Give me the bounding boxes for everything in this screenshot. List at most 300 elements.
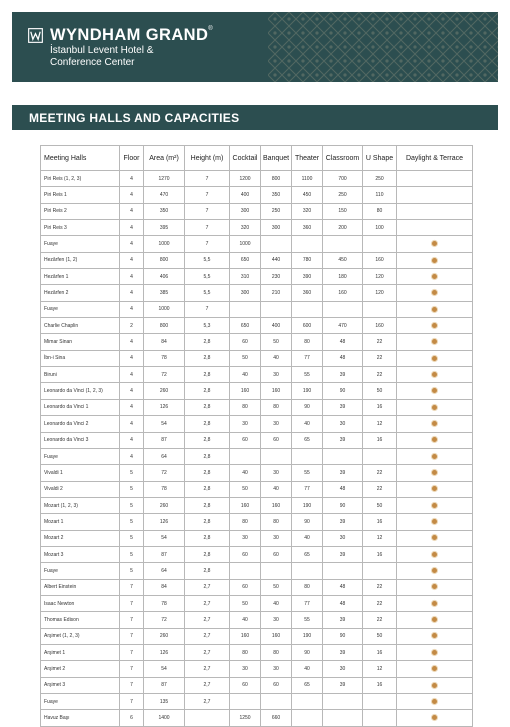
table-cell-cocktail: 30 [230,416,261,432]
table-cell-banquet [261,448,292,464]
table-cell-classroom: 180 [323,269,363,285]
sun-icon [432,339,437,344]
table-cell-floor: 5 [120,465,144,481]
daylight-cell [397,367,473,383]
table-cell-theater: 80 [292,579,323,595]
brand-name: WYNDHAM GRAND® [50,26,214,44]
table-cell-floor: 4 [120,350,144,366]
hall-name-cell: Mimar Sinan [41,334,120,350]
table-cell-banquet: 210 [261,285,292,301]
table-row [41,694,473,710]
table-cell-cocktail: 160 [230,628,261,644]
table-cell-theater: 80 [292,334,323,350]
table-cell-banquet: 40 [261,350,292,366]
table-cell-ushape: 22 [363,465,397,481]
table-cell-area: 72 [144,367,185,383]
table-cell-floor: 7 [120,612,144,628]
column-header: Theater [292,146,323,171]
table-row [41,367,473,383]
table-cell-theater: 190 [292,497,323,513]
sun-icon [432,601,437,606]
table-cell-classroom [323,448,363,464]
table-cell-height: 2,8 [185,350,230,366]
table-cell-cocktail: 160 [230,383,261,399]
table-cell-floor: 4 [120,203,144,219]
table-cell-area: 72 [144,465,185,481]
table-cell-ushape: 160 [363,252,397,268]
table-cell-ushape [363,563,397,579]
table-cell-theater [292,563,323,579]
table-cell-ushape: 50 [363,497,397,513]
table-cell-banquet: 800 [261,171,292,187]
hall-name-cell: Arşimet (1, 2, 3) [41,628,120,644]
table-cell-area: 1270 [144,171,185,187]
table-cell-ushape: 22 [363,612,397,628]
decorative-pattern [268,12,498,82]
hotel-name-line1: İstanbul Levent Hotel & [50,45,154,56]
table-cell-area: 78 [144,481,185,497]
hall-name-cell: Havuz Başı [41,710,120,726]
table-row [41,269,473,285]
table-cell-floor: 4 [120,252,144,268]
table-cell-theater: 65 [292,546,323,562]
table-cell-ushape: 16 [363,644,397,660]
table-cell-ushape: 22 [363,367,397,383]
table-cell-area: 406 [144,269,185,285]
table-cell-ushape: 16 [363,432,397,448]
table-cell-banquet: 50 [261,334,292,350]
table-cell-area: 54 [144,416,185,432]
sun-icon [432,290,437,295]
sun-icon [432,699,437,704]
daylight-cell [397,416,473,432]
table-cell-area: 260 [144,628,185,644]
table-cell-banquet [261,301,292,317]
table-cell-theater: 77 [292,350,323,366]
table-cell-banquet: 60 [261,677,292,693]
sun-icon [432,650,437,655]
table-cell-height: 7 [185,203,230,219]
table-cell-banquet: 50 [261,579,292,595]
table-cell-banquet: 160 [261,497,292,513]
table-cell-floor: 7 [120,661,144,677]
table-row [41,644,473,660]
table-cell-ushape: 16 [363,677,397,693]
table-cell-classroom: 39 [323,432,363,448]
table-cell-floor: 4 [120,236,144,252]
table-cell-classroom: 48 [323,481,363,497]
hall-name-cell: Mozart (1, 2, 3) [41,497,120,513]
table-cell-banquet: 160 [261,628,292,644]
table-cell-banquet: 40 [261,595,292,611]
daylight-cell [397,677,473,693]
daylight-cell [397,448,473,464]
table-cell-theater [292,710,323,726]
table-cell-cocktail: 50 [230,595,261,611]
table-cell-classroom: 30 [323,416,363,432]
hall-name-cell: İbn-i Sina [41,350,120,366]
daylight-cell [397,285,473,301]
table-cell-floor: 6 [120,710,144,726]
table-cell-area: 72 [144,612,185,628]
table-row [41,448,473,464]
table-cell-floor: 4 [120,367,144,383]
sun-icon [432,568,437,573]
table-cell-theater: 360 [292,220,323,236]
table-cell-height: 7 [185,187,230,203]
sun-icon [432,519,437,524]
table-row [41,546,473,562]
table-row [41,399,473,415]
daylight-cell [397,350,473,366]
daylight-cell [397,187,473,203]
table-cell-banquet: 400 [261,318,292,334]
table-cell-theater: 40 [292,530,323,546]
table-row [41,628,473,644]
sun-icon [432,421,437,426]
daylight-cell [397,644,473,660]
table-cell-classroom: 160 [323,285,363,301]
table-cell-theater: 40 [292,661,323,677]
section-header [12,105,498,130]
hall-name-cell: Mozart 2 [41,530,120,546]
table-cell-classroom: 200 [323,220,363,236]
sun-icon [432,454,437,459]
table-cell-ushape: 22 [363,334,397,350]
hall-name-cell: Hezârfen (1, 2) [41,252,120,268]
table-cell-floor: 7 [120,677,144,693]
table-cell-classroom: 90 [323,383,363,399]
table-cell-height: 2,8 [185,530,230,546]
table-cell-floor: 5 [120,530,144,546]
column-header: Meeting Halls [41,146,120,171]
table-cell-area: 126 [144,644,185,660]
table-cell-height: 2,8 [185,514,230,530]
table-cell-classroom: 250 [323,187,363,203]
hall-name-cell: Albert Einstein [41,579,120,595]
daylight-cell [397,432,473,448]
table-cell-banquet: 250 [261,203,292,219]
table-cell-ushape: 110 [363,187,397,203]
meeting-halls-table [40,145,473,727]
table-cell-theater: 90 [292,514,323,530]
table-cell-ushape: 12 [363,416,397,432]
table-cell-floor: 7 [120,628,144,644]
table-cell-cocktail: 60 [230,579,261,595]
table-cell-theater: 320 [292,203,323,219]
table-cell-height: 2,8 [185,481,230,497]
table-cell-cocktail: 60 [230,432,261,448]
table-cell-height: 7 [185,301,230,317]
hall-name-cell: Biruni [41,367,120,383]
table-cell-classroom: 470 [323,318,363,334]
table-cell-classroom: 90 [323,628,363,644]
sun-icon [432,323,437,328]
table-cell-classroom: 150 [323,203,363,219]
sun-icon [432,552,437,557]
table-cell-area: 1000 [144,236,185,252]
table-cell-cocktail: 1200 [230,171,261,187]
daylight-cell [397,612,473,628]
table-cell-height: 5,5 [185,252,230,268]
table-cell-theater: 65 [292,432,323,448]
sun-icon [432,584,437,589]
hall-name-cell: Piri Reis 3 [41,220,120,236]
table-cell-cocktail: 80 [230,399,261,415]
table-row [41,416,473,432]
table-cell-classroom: 30 [323,530,363,546]
column-header: Daylight & Terrace [397,146,473,171]
table-cell-theater: 90 [292,399,323,415]
table-cell-theater: 360 [292,285,323,301]
daylight-cell [397,694,473,710]
table-cell-theater: 40 [292,416,323,432]
table-cell-theater: 55 [292,465,323,481]
table-cell-ushape: 120 [363,285,397,301]
table-cell-classroom: 39 [323,465,363,481]
table-cell-height: 2,8 [185,399,230,415]
table-cell-ushape: 50 [363,628,397,644]
table-cell-ushape: 16 [363,514,397,530]
sun-icon [432,617,437,622]
table-cell-floor: 7 [120,579,144,595]
table-cell-height: 5,5 [185,269,230,285]
table-cell-theater: 390 [292,269,323,285]
table-cell-classroom: 90 [323,497,363,513]
table-cell-classroom: 48 [323,595,363,611]
table-cell-floor: 4 [120,448,144,464]
table-cell-classroom [323,301,363,317]
hall-name-cell: Isaac Newton [41,595,120,611]
table-row [41,220,473,236]
table-cell-area: 395 [144,220,185,236]
sun-icon [432,486,437,491]
table-cell-floor: 4 [120,416,144,432]
table-cell-ushape [363,236,397,252]
daylight-cell [397,481,473,497]
table-cell-banquet: 80 [261,644,292,660]
table-row [41,236,473,252]
table-row [41,432,473,448]
table-cell-area: 385 [144,285,185,301]
daylight-cell [397,318,473,334]
daylight-cell [397,203,473,219]
sun-icon [432,307,437,312]
table-cell-theater: 65 [292,677,323,693]
hall-name-cell: Leonardo da Vinci 1 [41,399,120,415]
table-cell-theater: 55 [292,612,323,628]
hall-name-cell: Leonardo da Vinci (1, 2, 3) [41,383,120,399]
table-cell-ushape: 22 [363,350,397,366]
table-cell-classroom: 48 [323,579,363,595]
table-cell-area: 54 [144,661,185,677]
daylight-cell [397,399,473,415]
table-cell-ushape: 80 [363,203,397,219]
hall-name-cell: Piri Reis (1, 2, 3) [41,171,120,187]
sun-icon [432,715,437,720]
column-header: Banquet [261,146,292,171]
table-row [41,710,473,726]
column-header: Floor [120,146,144,171]
sun-icon [432,535,437,540]
column-header: Cocktail [230,146,261,171]
table-cell-banquet: 230 [261,269,292,285]
table-cell-floor: 4 [120,187,144,203]
table-row [41,677,473,693]
hall-name-cell: Leonardo da Vinci 2 [41,416,120,432]
table-cell-classroom: 39 [323,399,363,415]
table-cell-theater: 1100 [292,171,323,187]
table-cell-floor: 5 [120,563,144,579]
hall-name-cell: Leonardo da Vinci 3 [41,432,120,448]
table-cell-classroom: 39 [323,367,363,383]
table-cell-area: 1400 [144,710,185,726]
table-cell-cocktail: 50 [230,350,261,366]
daylight-cell [397,546,473,562]
table-cell-floor: 4 [120,269,144,285]
daylight-cell [397,171,473,187]
table-cell-area: 1000 [144,301,185,317]
hotel-name-line2: Conference Center [50,57,135,68]
hall-name-cell: Thomas Edison [41,612,120,628]
sun-icon [432,503,437,508]
table-cell-ushape: 22 [363,579,397,595]
table-cell-height: 7 [185,220,230,236]
table-cell-floor: 2 [120,318,144,334]
table-cell-height: 2,8 [185,367,230,383]
table-cell-cocktail: 650 [230,252,261,268]
table-row [41,350,473,366]
hall-name-cell: Mozart 1 [41,514,120,530]
table-cell-theater: 450 [292,187,323,203]
table-row [41,334,473,350]
table-cell-cocktail: 1000 [230,236,261,252]
table-cell-classroom [323,694,363,710]
table-cell-area: 84 [144,579,185,595]
daylight-cell [397,628,473,644]
table-cell-area: 64 [144,448,185,464]
table-cell-height: 2,8 [185,465,230,481]
daylight-cell [397,465,473,481]
table-cell-height: 7 [185,236,230,252]
daylight-cell [397,252,473,268]
table-cell-banquet: 160 [261,383,292,399]
table-cell-cocktail [230,448,261,464]
table-row [41,252,473,268]
column-header: Height (m) [185,146,230,171]
table-cell-area: 54 [144,530,185,546]
sun-icon [432,356,437,361]
table-cell-area: 135 [144,694,185,710]
table-cell-cocktail [230,563,261,579]
table-cell-classroom: 48 [323,350,363,366]
table-cell-area: 87 [144,546,185,562]
hall-name-cell: Piri Reis 1 [41,187,120,203]
daylight-cell [397,661,473,677]
table-cell-banquet: 30 [261,530,292,546]
table-cell-classroom: 450 [323,252,363,268]
table-cell-height: 2,7 [185,677,230,693]
table-cell-ushape: 12 [363,530,397,546]
hall-name-cell: Arşimet 1 [41,644,120,660]
table-cell-theater: 77 [292,481,323,497]
table-row [41,481,473,497]
table-cell-height: 2,8 [185,497,230,513]
header-banner [12,12,498,82]
table-cell-height: 2,8 [185,383,230,399]
table-cell-theater [292,301,323,317]
table-cell-cocktail: 160 [230,497,261,513]
hall-name-cell: Charlie Chaplin [41,318,120,334]
sun-icon [432,388,437,393]
table-cell-area: 78 [144,595,185,611]
table-cell-height: 2,7 [185,644,230,660]
table-cell-cocktail: 40 [230,367,261,383]
hotel-name [50,45,153,69]
table-cell-banquet: 440 [261,252,292,268]
table-cell-banquet: 660 [261,710,292,726]
table-cell-classroom: 39 [323,546,363,562]
table-cell-banquet: 80 [261,514,292,530]
table-cell-area: 78 [144,350,185,366]
table-cell-classroom: 39 [323,677,363,693]
table-cell-floor: 7 [120,644,144,660]
table-cell-ushape: 12 [363,661,397,677]
table-row [41,203,473,219]
daylight-cell [397,595,473,611]
table-cell-floor: 5 [120,514,144,530]
table-row [41,465,473,481]
section-title: MEETING HALLS AND CAPACITIES [29,111,240,125]
daylight-cell [397,220,473,236]
table-cell-theater: 600 [292,318,323,334]
table-cell-floor: 5 [120,497,144,513]
column-header: Area (m²) [144,146,185,171]
table-cell-floor: 4 [120,285,144,301]
table-cell-cocktail: 300 [230,203,261,219]
table-cell-theater [292,694,323,710]
table-cell-ushape: 120 [363,269,397,285]
daylight-cell [397,269,473,285]
table-cell-floor: 7 [120,595,144,611]
table-row [41,514,473,530]
daylight-cell [397,236,473,252]
hall-name-cell: Mozart 3 [41,546,120,562]
table-cell-theater [292,236,323,252]
table-cell-theater: 90 [292,644,323,660]
table-cell-floor: 4 [120,432,144,448]
table-cell-height: 2,7 [185,628,230,644]
table-row [41,563,473,579]
table-cell-area: 470 [144,187,185,203]
table-cell-floor: 4 [120,334,144,350]
table-cell-cocktail: 80 [230,514,261,530]
table-cell-area: 64 [144,563,185,579]
daylight-cell [397,334,473,350]
table-cell-classroom: 30 [323,661,363,677]
table-cell-height: 2,7 [185,579,230,595]
table-cell-height: 2,7 [185,595,230,611]
table-cell-classroom: 39 [323,644,363,660]
table-cell-ushape [363,301,397,317]
table-row [41,530,473,546]
table-cell-ushape: 100 [363,220,397,236]
table-cell-banquet: 300 [261,220,292,236]
table-cell-banquet: 40 [261,481,292,497]
table-cell-floor: 5 [120,546,144,562]
hall-name-cell: Hezârfen 2 [41,285,120,301]
hall-name-cell: Fuaye [41,563,120,579]
